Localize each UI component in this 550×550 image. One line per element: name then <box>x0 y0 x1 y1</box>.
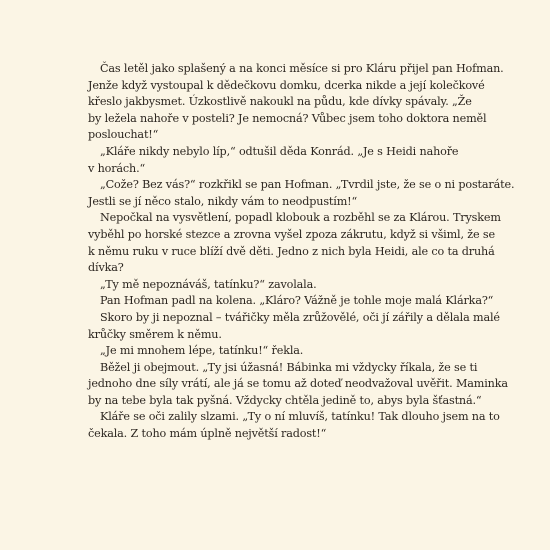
text-line: Nepočkal na vysvětlení, popadl klobouk a rozběhl se za Klárou. Tryskem <box>100 211 501 225</box>
text-line: „Je mi mnohem lépe, tatínku!“ řekla. <box>100 344 304 358</box>
text-line: krůčky směrem k němu. <box>88 327 222 341</box>
text-line: k němu ruku v ruce blíží dvě děti. Jedno z nich byla Heidi, ale co ta druhá <box>88 244 495 258</box>
text-line: křeslo jakbysmet. Úzkostlivě nakoukl na půdu, kde dívky spávaly. „Že <box>88 95 472 109</box>
text-line: Jestli se jí něco stalo, nikdy vám to neodpustím!“ <box>88 194 358 208</box>
text-line: Pan Hofman padl na kolena. „Kláro? Vážně je tohle moje malá Klárka?“ <box>100 294 494 308</box>
text-line: dívka? <box>88 261 124 275</box>
text-line: Čas letěl jako splašený a na konci měsíce si pro Kláru přijel pan Hofman. <box>100 62 504 75</box>
text-line: „Kláře nikdy nebylo líp,“ odtušil děda Konrád. „Je s Heidi nahoře <box>100 144 459 158</box>
text-line: by ležela nahoře v posteli? Je nemocná? Vůbec jsem toho doktora neměl <box>88 111 487 125</box>
text-line: v horách.“ <box>88 161 146 175</box>
story-text <box>88 61 515 443</box>
text-line: poslouchat!“ <box>88 128 159 142</box>
text-line: Kláře se oči zalily slzami. „Ty o ní mluvíš, tatínku! Tak dlouho jsem na to <box>100 410 500 424</box>
text-line: jednoho dne síly vrátí, ale já se tomu až doteď neodvažoval uvěřit. Maminka <box>88 377 508 391</box>
text-line: by na tebe byla tak pyšná. Vždycky chtěla jedině to, abys byla šťastná.“ <box>88 393 482 407</box>
text-line: „Cože? Bez vás?“ rozkřikl se pan Hofman. „Tvrdil jste, že se o ni postaráte. <box>100 178 515 192</box>
text-line: „Ty mě nepoznáváš, tatínku?“ zavolala. <box>100 277 317 291</box>
text-line: vyběhl po horské stezce a zrovna vyšel zpoza zákrutu, když si všiml, že se <box>88 227 495 241</box>
text-line: čekala. Z toho mám úplně největší radost!“ <box>88 427 327 441</box>
text-line: Běžel ji obejmout. „Ty jsi úžasná! Bábinka mi vždycky říkala, že se ti <box>100 360 478 374</box>
text-line: Skoro by ji nepoznal – tvářičky měla zrůžovělé, oči jí zářily a dělala malé <box>100 310 500 324</box>
text-line: Jenže když vystoupal k dědečkovu domku, dcerka nikde a její kolečkové <box>88 78 485 92</box>
